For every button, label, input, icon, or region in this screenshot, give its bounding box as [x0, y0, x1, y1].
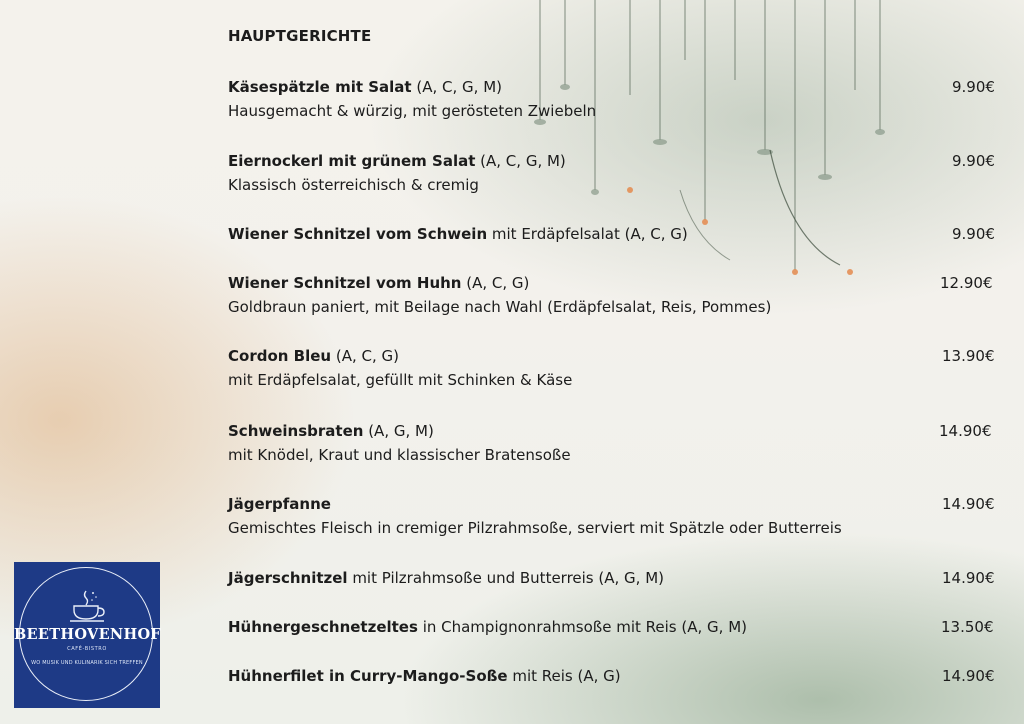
dish-price: 13.50€ — [941, 618, 994, 636]
dish-price: 14.90€ — [942, 667, 995, 685]
dish-price: 9.90€ — [952, 78, 995, 96]
menu-section — [228, 0, 1000, 724]
dish-extra: (A, G, M) — [363, 422, 434, 440]
coffee-cup-icon — [66, 588, 108, 624]
dish-name: Eiernockerl mit grünem Salat — [228, 152, 476, 170]
dish-extra: mit Reis (A, G) — [507, 667, 621, 685]
dish-name: Jägerschnitzel — [228, 569, 348, 587]
menu-item — [228, 420, 1000, 466]
dish-price: 14.90€ — [942, 569, 995, 587]
logo-tagline: WO MUSIK UND KULINARIK SICH TREFFEN — [31, 660, 143, 666]
dish-extra: (A, C, G, M) — [411, 78, 502, 96]
dish-price: 12.90€ — [940, 274, 993, 292]
dish-name: Jägerpfanne — [228, 495, 331, 513]
dish-description: mit Knödel, Kraut und klassischer Bratensoße — [228, 446, 571, 464]
dish-price: 9.90€ — [952, 225, 995, 243]
dish-price: 13.90€ — [942, 347, 995, 365]
dish-description: mit Erdäpfelsalat, gefüllt mit Schinken & Käse — [228, 371, 573, 389]
menu-item — [228, 150, 1000, 196]
section-title: HAUPTGERICHTE — [228, 27, 372, 45]
dish-description: Gemischtes Fleisch in cremiger Pilzrahmsoße, serviert mit Spätzle oder Butterreis — [228, 519, 842, 537]
dish-extra: mit Erdäpfelsalat (A, C, G) — [487, 225, 688, 243]
dish-extra: (A, C, G) — [331, 347, 399, 365]
dish-extra: (A, C, G) — [461, 274, 530, 292]
logo-title: BEETHOVENHOF — [14, 626, 162, 643]
dish-name: Wiener Schnitzel vom Huhn — [228, 274, 462, 292]
menu-item — [228, 272, 1000, 318]
dish-extra: mit Pilzrahmsoße und Butterreis (A, G, M) — [347, 569, 664, 587]
dish-name: Hühnergeschnetzeltes — [228, 618, 418, 636]
dish-name: Schweinsbraten — [228, 422, 364, 440]
dish-price: 9.90€ — [952, 152, 995, 170]
menu-item — [228, 223, 1000, 245]
dish-description: Klassisch österreichisch & cremig — [228, 176, 479, 194]
beethovenhof-logo — [14, 562, 160, 708]
menu-item — [228, 616, 1000, 638]
menu-item — [228, 493, 1000, 539]
dish-extra: (A, C, G, M) — [475, 152, 566, 170]
dish-name: Wiener Schnitzel vom Schwein — [228, 225, 488, 243]
dish-name: Käsespätzle mit Salat — [228, 78, 412, 96]
logo-subtitle: CAFÉ-BISTRO — [67, 646, 107, 652]
dish-extra: in Champignonrahmsoße mit Reis (A, G, M) — [417, 618, 747, 636]
menu-item — [228, 345, 1000, 391]
dish-price: 14.90€ — [939, 422, 992, 440]
menu-item — [228, 665, 1000, 687]
dish-name: Hühnerfilet in Curry-Mango-Soße — [228, 667, 508, 685]
menu-item — [228, 567, 1000, 589]
dish-name: Cordon Bleu — [228, 347, 332, 365]
dish-description: Hausgemacht & würzig, mit gerösteten Zwiebeln — [228, 102, 597, 120]
dish-description: Goldbraun paniert, mit Beilage nach Wahl (Erdäpfelsalat, Reis, Pommes) — [228, 298, 772, 316]
dish-price: 14.90€ — [942, 495, 995, 513]
menu-item — [228, 76, 1000, 122]
